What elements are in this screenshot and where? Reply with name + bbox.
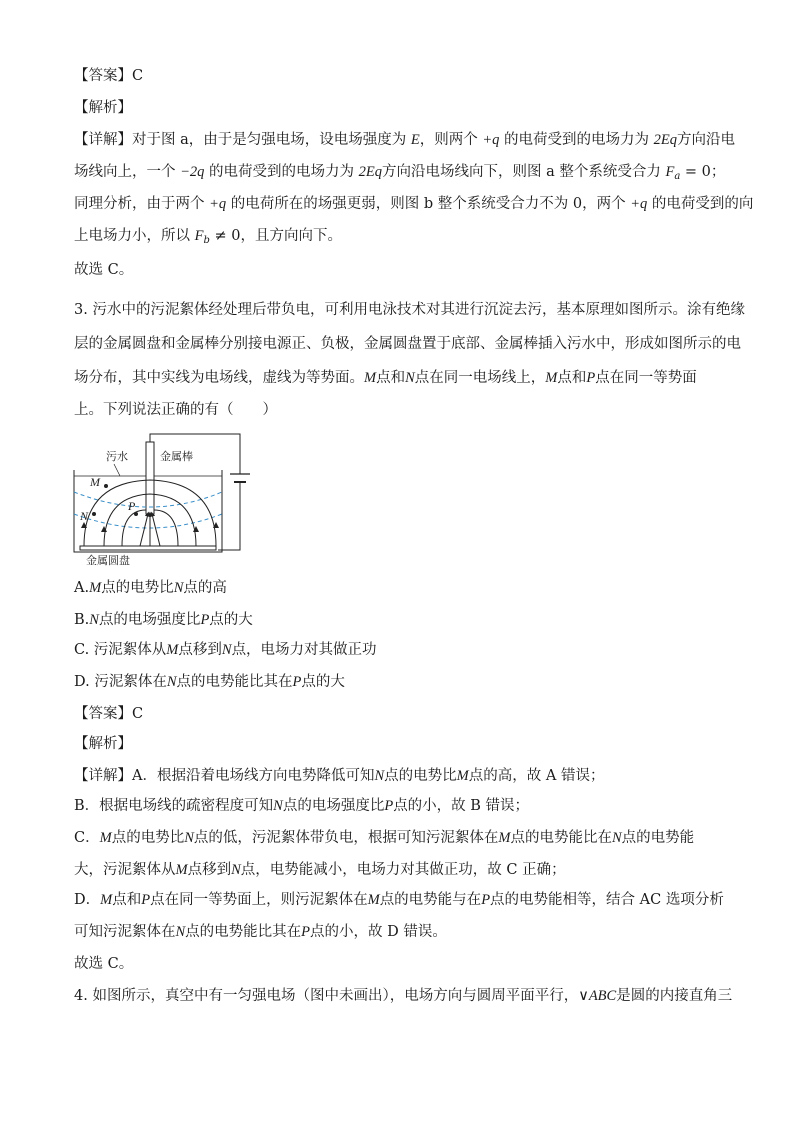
text: 点的大: [209, 612, 253, 628]
text: 同理分析，由于两个: [74, 196, 205, 212]
symbol: N: [231, 862, 241, 878]
point-M: [104, 484, 108, 488]
text: 【解析】: [74, 736, 132, 752]
metal-disk: [80, 546, 216, 550]
symbol: P: [481, 892, 491, 908]
subscript: b: [203, 235, 210, 246]
text: 可知污泥絮体在: [74, 924, 176, 940]
text: 点和: [112, 892, 142, 908]
text: 点的低，污泥絮体带负电，根据可知污泥絮体在: [193, 830, 499, 846]
symbol: N: [405, 370, 415, 386]
answer-text: 【答案】C: [74, 68, 144, 84]
equipotential-line: [74, 514, 222, 528]
text: 方向沿电场线向下，则图 a 整个系统受合力: [381, 164, 661, 180]
question-stem: [74, 334, 741, 354]
symbol: E: [410, 132, 420, 148]
circuit-wire: [218, 482, 240, 550]
explanation-b: [74, 796, 529, 816]
label-water: 污水: [106, 450, 128, 463]
text: 3. 污水中的污泥絮体经处理后带负电，可利用电泳技术对其进行沉淀去污，基本原理如图所示。涂有绝缘: [74, 302, 745, 318]
text: C. 污泥絮体从: [74, 642, 167, 658]
symbol: N: [184, 830, 194, 846]
text: D．: [74, 892, 101, 908]
text: 点，电势能减小，电场力对其做正功，故 C 正确；: [240, 862, 566, 878]
symbol: N: [175, 924, 186, 940]
text: 方向沿电: [676, 132, 735, 148]
symbol: N: [173, 580, 184, 596]
detail-line: [74, 226, 342, 251]
label-M: M: [90, 475, 100, 489]
text: ；: [710, 164, 726, 180]
detail-line: [74, 130, 735, 150]
symbol: ≠ 0: [209, 228, 241, 244]
field-line: [152, 514, 160, 546]
symbol: N: [273, 798, 283, 814]
symbol: M: [166, 642, 179, 658]
text: ，则两个: [419, 132, 478, 148]
label-N: N: [80, 509, 89, 523]
symbol: ∨ABC: [578, 988, 617, 1004]
symbol: N: [166, 674, 177, 690]
text: 点的电势比: [101, 580, 174, 596]
answer-tag: [74, 704, 143, 724]
text: B．根据电场线的疏密程度可知: [74, 798, 274, 814]
symbol: F: [665, 164, 675, 180]
text: 点的电势比: [384, 768, 457, 784]
text: 点的大: [301, 674, 345, 690]
text: 点的小，故 D 错误。: [310, 924, 447, 940]
text: B.: [74, 612, 90, 628]
symbol: +q: [482, 132, 500, 148]
explanation-d: [74, 890, 724, 910]
symbol: M: [100, 892, 113, 908]
symbol: P: [384, 798, 394, 814]
text: 故选 C。: [74, 262, 134, 278]
text: 大，污泥絮体从: [74, 862, 176, 878]
text: 点的高，故 A 错误；: [468, 768, 605, 784]
point-N: [92, 512, 96, 516]
symbol: M: [89, 580, 102, 596]
symbol: M: [175, 862, 188, 878]
text: 【详解】对于图 a，由于是匀强电场，设电场强度为: [74, 132, 407, 148]
text: 的电荷受到的电场力为: [209, 164, 355, 180]
symbol: N: [89, 612, 99, 628]
answer-tag: [74, 66, 143, 86]
symbol: P: [292, 674, 302, 690]
text: 点和: [376, 370, 406, 386]
text: A.: [74, 580, 90, 596]
text: 点在同一等势面上，则污泥絮体在: [150, 892, 368, 908]
text: 点和: [557, 370, 587, 386]
explanation-a: [74, 766, 604, 786]
question-stem: [74, 300, 745, 320]
symbol: 2Eq: [653, 132, 677, 148]
text: 故选 C。: [74, 956, 134, 972]
text: 【答案】C: [74, 706, 144, 722]
text: 是圆的内接直角三: [616, 988, 733, 1004]
analysis-tag: [74, 734, 132, 754]
text: 的电荷受到的向: [651, 196, 754, 212]
label-rod: 金属棒: [160, 450, 193, 463]
question-stem: [74, 400, 277, 420]
symbol: M: [364, 370, 377, 386]
text: 上电场力小，所以: [74, 228, 190, 244]
detail-line: [74, 162, 725, 187]
electrophoresis-diagram: [70, 430, 280, 568]
metal-rod: [146, 442, 154, 514]
text: 点的电场强度比: [282, 798, 385, 814]
symbol: M: [456, 768, 469, 784]
symbol: M: [99, 830, 112, 846]
field-line: [140, 514, 148, 546]
text: 场分布，其中实线为电场线，虚线为等势面。: [74, 370, 364, 386]
symbol: F: [194, 228, 204, 244]
symbol: 2Eq: [358, 164, 382, 180]
option-c: [74, 640, 377, 660]
text: 点的小，故 B 错误；: [393, 798, 530, 814]
leader-line: [114, 464, 120, 476]
symbol: N: [611, 830, 622, 846]
symbol: N: [374, 768, 385, 784]
explanation-d: [74, 922, 447, 942]
text: 点的电势能比其在: [176, 674, 293, 690]
text: 点的电势比: [111, 830, 185, 846]
text: 点的电势能与在: [379, 892, 482, 908]
symbol: +q: [630, 196, 648, 212]
text: 4. 如图所示，真空中有一匀强电场（图中未画出），电场方向与圆周平面平行，: [74, 988, 579, 1004]
symbol: N: [221, 642, 232, 658]
label-P: P: [128, 499, 136, 513]
option-a: [74, 578, 227, 598]
subscript: a: [674, 171, 681, 182]
text: 点的高: [183, 580, 227, 596]
text: 点在同一电场线上，: [414, 370, 546, 386]
text: 点的电场强度比: [98, 612, 201, 628]
text: 【详解】A．根据沿着电场线方向电势降低可知: [74, 768, 375, 784]
text: 层的金属圆盘和金属棒分别接电源正、负极，金属圆盘置于底部、金属棒插入污水中，形成如图所示的电: [74, 336, 741, 352]
text: 点，电场力对其做正功: [231, 642, 377, 658]
text: D. 污泥絮体在: [74, 674, 167, 690]
symbol: M: [498, 830, 511, 846]
explanation-c: [74, 860, 566, 880]
conclusion: [74, 260, 133, 280]
text: 场线向上，一个: [74, 164, 176, 180]
conclusion: [74, 954, 133, 974]
option-d: [74, 672, 345, 692]
symbol: P: [301, 924, 311, 940]
symbol: P: [200, 612, 210, 628]
text: 点在同一等势面: [595, 370, 697, 386]
text: 点的电势能相等，结合 AC 选项分析: [490, 892, 724, 908]
text: ，且方向向下。: [240, 228, 342, 244]
text: C．: [74, 830, 100, 846]
analysis-text: 【解析】: [74, 100, 132, 116]
text: 的电荷所在的场强更弱，则图 b 整个系统受合力不为 0，两个: [230, 196, 626, 212]
symbol: M: [545, 370, 558, 386]
text: 点的电势能: [621, 830, 695, 846]
symbol: +q: [209, 196, 227, 212]
text: 点移到: [187, 862, 232, 878]
symbol: = 0: [680, 164, 711, 180]
text: 上。下列说法正确的有（ ）: [74, 402, 277, 418]
analysis-tag: [74, 98, 132, 118]
symbol: M: [367, 892, 380, 908]
detail-line: [74, 194, 753, 214]
text: 点的电势能比在: [510, 830, 612, 846]
question-stem: [74, 368, 697, 388]
symbol: P: [141, 892, 151, 908]
text: 点的电势能比其在: [185, 924, 302, 940]
symbol: −2q: [180, 164, 205, 180]
text: 点移到: [178, 642, 222, 658]
option-b: [74, 610, 253, 630]
explanation-c: [74, 828, 694, 848]
label-disk: 金属圆盘: [86, 554, 130, 567]
symbol: P: [586, 370, 596, 386]
question-stem: [74, 986, 732, 1006]
text: 的电荷受到的电场力为: [504, 132, 649, 148]
